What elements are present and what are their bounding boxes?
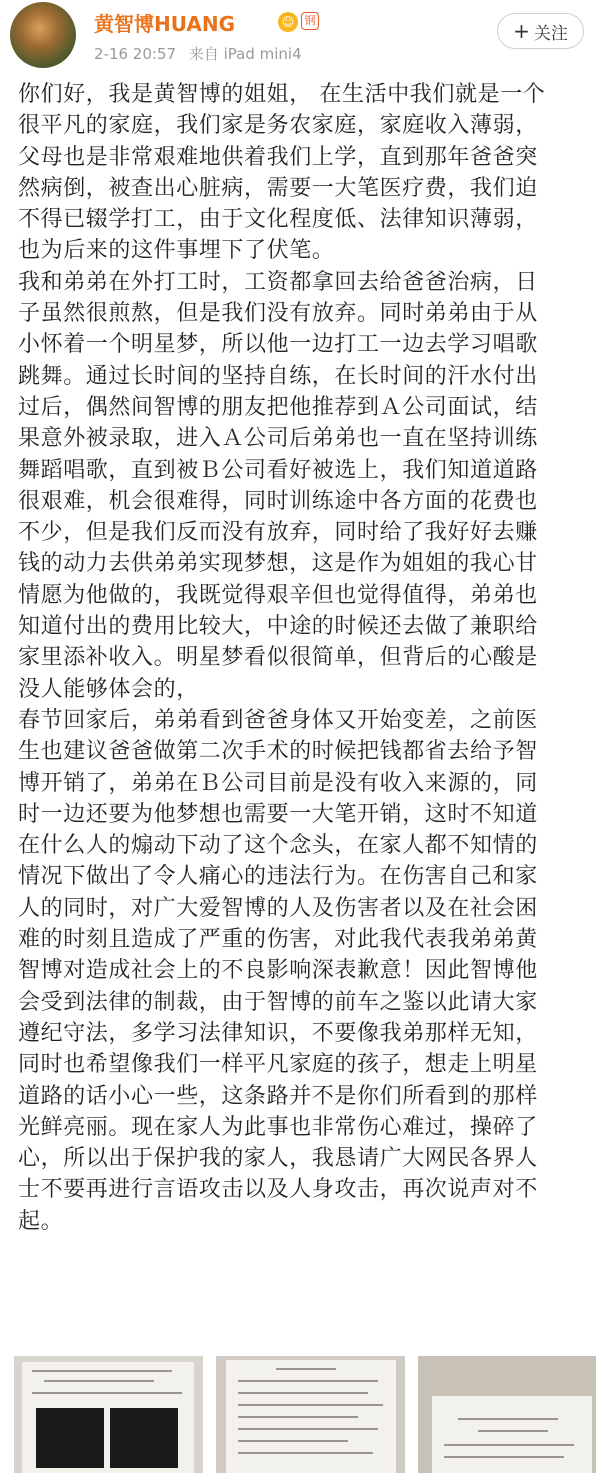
document-photo-1[interactable] [14, 1356, 203, 1473]
post-timestamp: 2-16 20:57 [94, 45, 177, 63]
post-header [0, 0, 600, 80]
post-paragraph: 春节回家后，弟弟看到爸爸身体又开始变差，之前医 生也建议爸爸做第二次手术的时候把钱都省去给予智 博开销了，弟弟在Ｂ公司目前是没有收入来源的，同 时一边还要为他梦想也需要一大笔开销，这时不知道 在什么人的煽动下动了这个念头，在家人都不知情的 情况下做出了令人痛心的违法行为。在伤害自己和家 人的同时，对广大爱智博的人及伤害者以及在社会困 难的时刻且造成了严重的伤害，对此我代表我弟弟黄 智博对造成社会上的不良影响深表歉意！因此智博他 会受到法律的制裁，由于智博的前车之鉴以此请大家 遵纪守法，多学习法律知识，不要像我弟那样无知， 同时也希望像我们一样平凡家庭的孩子，想走上明星 道路的话小心一些，这条路并不是你们所看到的那样 光鲜亮丽。现在家人为此事也非常伤心难过，操碎了 心，所以出于保护我的家人，我恳请广大网民各界人 士不要再进行言语攻击以及人身攻击，再次说声对不 起。 [18, 707, 538, 1234]
post-paragraph: 我和弟弟在外打工时，工资都拿回去给爸爸治病，日 子虽然很煎熬，但是我们没有放弃。同时弟弟由于从 小怀着一个明星梦，所以他一边打工一边去学习唱歌 跳舞。通过长时间的坚持自练，在长时间的汗水付出 过后，偶然间智博的朋友把他推荐到Ａ公司面试，结 果意外被录取，进入Ａ公司后弟弟也一直在坚持训练 舞蹈唱歌，直到被Ｂ公司看好被选上，我们知道道路 很艰难，机会很难得，同时训练途中各方面的花费也 不少，但是我们反而没有放弃，同时给了我好好去赚 钱的动力去供弟弟实现梦想，这是作为姐姐的我心甘 情愿为他做的，我既觉得艰辛但也觉得值得，弟弟也 知道付出的费用比较大，中途的时候还去做了兼职给 家里添补收入。明星梦看似很简单，但背后的心酸是 没人能够体会的， [18, 269, 538, 702]
emoji-badge-icon: ☺ [278, 12, 298, 32]
document-photo-3[interactable] [418, 1356, 596, 1473]
avatar[interactable] [10, 2, 76, 68]
follow-label: 关注 [533, 23, 568, 44]
post-body [18, 79, 592, 1237]
follow-button[interactable] [497, 13, 584, 49]
photo-grid [14, 1356, 594, 1473]
post-paragraph: 你们好，我是黄智博的姐姐， 在生活中我们就是一个 很平凡的家庭，我们家是务农家庭，家庭收入薄弱， 父母也是非常艰难地供着我们上学，直到那年爸爸突 然病倒，被查出心脏病，需要一大笔医疗费，我们迫 不得已辍学打工，由于文化程度低、法律知识薄弱， 也为后来的这件事埋下了伏笔。 [18, 82, 546, 264]
plus-icon: + [513, 19, 530, 43]
username[interactable]: 黄智博HUANG [94, 12, 235, 36]
post-source: 来自 iPad mini4 [188, 45, 302, 63]
vip-badge-icon: 钢 [301, 12, 319, 30]
post-meta [94, 43, 310, 64]
document-photo-2[interactable] [216, 1356, 405, 1473]
